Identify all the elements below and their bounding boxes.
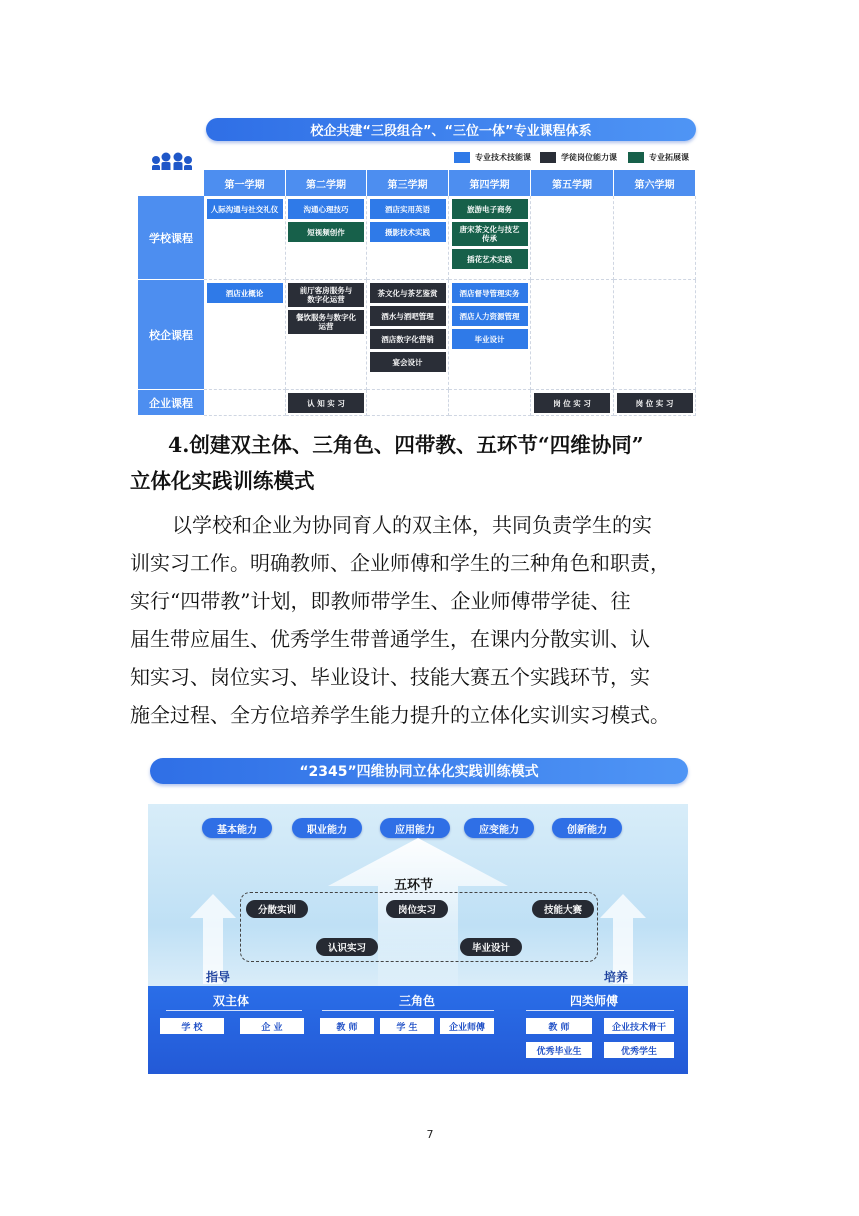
row-header-joint: 校企课程 (138, 280, 204, 390)
legend-swatch (628, 152, 644, 163)
row-header-school: 学校课程 (138, 196, 204, 280)
right-arrow-label: 培养 (604, 970, 629, 984)
course-grid (138, 170, 696, 418)
group-divider (166, 1010, 302, 1011)
link-pill: 毕业设计 (460, 938, 522, 956)
semester-header: 第五学期 (531, 170, 614, 196)
group-item: 优秀学生 (604, 1042, 674, 1058)
semester-header: 第一学期 (204, 170, 286, 196)
joint-s4 (449, 280, 531, 390)
paragraph-line: 施全过程、全方位培养学生能力提升的立体化实训实习模式。 (130, 703, 670, 727)
link-pill: 认识实习 (316, 938, 378, 956)
course-card: 酒店人力资源管理 (452, 306, 528, 326)
course-card: 餐饮服务与数字化 运营 (288, 310, 364, 334)
legend-item-skill (454, 150, 531, 164)
group-title: 三角色 (398, 994, 435, 1008)
joint-s6 (614, 280, 696, 390)
enterprise-s5 (531, 390, 614, 416)
course-card: 酒店实用英语 (370, 199, 446, 219)
legend-label: 专业技术技能课 (475, 152, 531, 162)
legend-item-apprentice (540, 150, 617, 164)
legend-swatch (540, 152, 556, 163)
group-item: 优秀毕业生 (526, 1042, 592, 1058)
course-card: 插花艺术实践 (452, 249, 528, 269)
enterprise-s1 (204, 390, 286, 416)
enterprise-s6 (614, 390, 696, 416)
course-card: 酒水与酒吧管理 (370, 306, 446, 326)
page-number: 7 (426, 1128, 434, 1141)
school-s1 (204, 196, 286, 280)
semester-header: 第四学期 (449, 170, 531, 196)
five-links-title: 五环节 (394, 878, 434, 893)
joint-s1 (204, 280, 286, 390)
group-divider (322, 1010, 494, 1011)
paragraph-line: 知实习、岗位实习、毕业设计、技能大赛五个实践环节，实 (130, 665, 650, 689)
group-item: 企业技术骨干 (604, 1018, 674, 1034)
figure-title: 校企共建“三段组合”、“三位一体”专业课程体系 (206, 118, 696, 141)
joint-s5 (531, 280, 614, 390)
paragraph-line: 训实习工作。明确教师、企业师傅和学生的三种角色和职责， (130, 551, 670, 575)
paragraph-line: 届生带应届生、优秀学生带普通学生，在课内分散实训、认 (130, 627, 650, 651)
course-card: 摄影技术实践 (370, 222, 446, 242)
school-s2 (286, 196, 367, 280)
paragraph-line: 以学校和企业为协同育人的双主体，共同负责学生的实 (172, 513, 652, 537)
course-card: 茶文化与茶艺鉴赏 (370, 283, 446, 303)
course-card: 前厅客房服务与 数字化运营 (288, 283, 364, 307)
legend-label: 专业拓展课 (649, 152, 689, 162)
figure-title: “2345”四维协同立体化实践训练模式 (150, 758, 688, 784)
course-card: 岗 位 实 习 (534, 393, 610, 413)
joint-s3 (367, 280, 449, 390)
course-card: 酒店业概论 (207, 283, 283, 303)
ability-pill: 应用能力 (380, 818, 450, 838)
practice-model-figure (148, 758, 688, 1078)
legend-swatch (454, 152, 470, 163)
ability-pill: 应变能力 (464, 818, 534, 838)
course-card: 认 知 实 习 (288, 393, 364, 413)
ability-pill: 创新能力 (552, 818, 622, 838)
group-item: 教 师 (526, 1018, 592, 1034)
semester-header: 第三学期 (367, 170, 449, 196)
joint-s2 (286, 280, 367, 390)
semester-header: 第六学期 (614, 170, 696, 196)
course-card: 唐宋茶文化与技艺 传承 (452, 222, 528, 246)
group-item: 企 业 (240, 1018, 304, 1034)
legend-item-extension (628, 150, 689, 164)
enterprise-s3 (367, 390, 449, 416)
group-item: 教 师 (320, 1018, 374, 1034)
school-s6 (614, 196, 696, 280)
left-arrow-label: 指导 (206, 970, 231, 984)
course-card: 毕业设计 (452, 329, 528, 349)
group-item: 学 生 (380, 1018, 434, 1034)
row-header-enterprise: 企业课程 (138, 390, 204, 416)
section-heading-line2: 立体化实践训练模式 (130, 469, 315, 493)
school-s5 (531, 196, 614, 280)
course-card: 岗 位 实 习 (617, 393, 693, 413)
link-pill: 技能大赛 (532, 900, 594, 918)
course-card: 人际沟通与社交礼仪 (207, 199, 283, 219)
group-item: 学 校 (160, 1018, 224, 1034)
group-divider (526, 1010, 674, 1011)
course-card: 沟通心理技巧 (288, 199, 364, 219)
school-s4 (449, 196, 531, 280)
school-s3 (367, 196, 449, 280)
enterprise-s4 (449, 390, 531, 416)
enterprise-s2 (286, 390, 367, 416)
course-card: 宴会设计 (370, 352, 446, 372)
grid-corner (138, 170, 204, 196)
legend-label: 学徒岗位能力课 (561, 152, 617, 162)
paragraph-line: 实行“四带教”计划，即教师带学生、企业师傅带学徒、往 (130, 589, 631, 613)
link-pill: 分散实训 (246, 900, 308, 918)
semester-header: 第二学期 (286, 170, 367, 196)
course-card: 酒店数字化营销 (370, 329, 446, 349)
link-pill: 岗位实习 (386, 900, 448, 918)
course-card: 旅游电子商务 (452, 199, 528, 219)
group-title: 双主体 (212, 994, 249, 1008)
group-title: 四类师傅 (569, 994, 618, 1008)
group-item: 企业师傅 (440, 1018, 494, 1034)
course-card: 短视频创作 (288, 222, 364, 242)
ability-pill: 基本能力 (202, 818, 272, 838)
ability-pill: 职业能力 (292, 818, 362, 838)
foundation-base (148, 986, 688, 1074)
course-card: 酒店督导管理实务 (452, 283, 528, 303)
section-heading-line1: 4.创建双主体、三角色、四带教、五环节“四维协同” (168, 433, 644, 457)
course-system-figure (138, 118, 696, 418)
model-stage (148, 804, 688, 1074)
